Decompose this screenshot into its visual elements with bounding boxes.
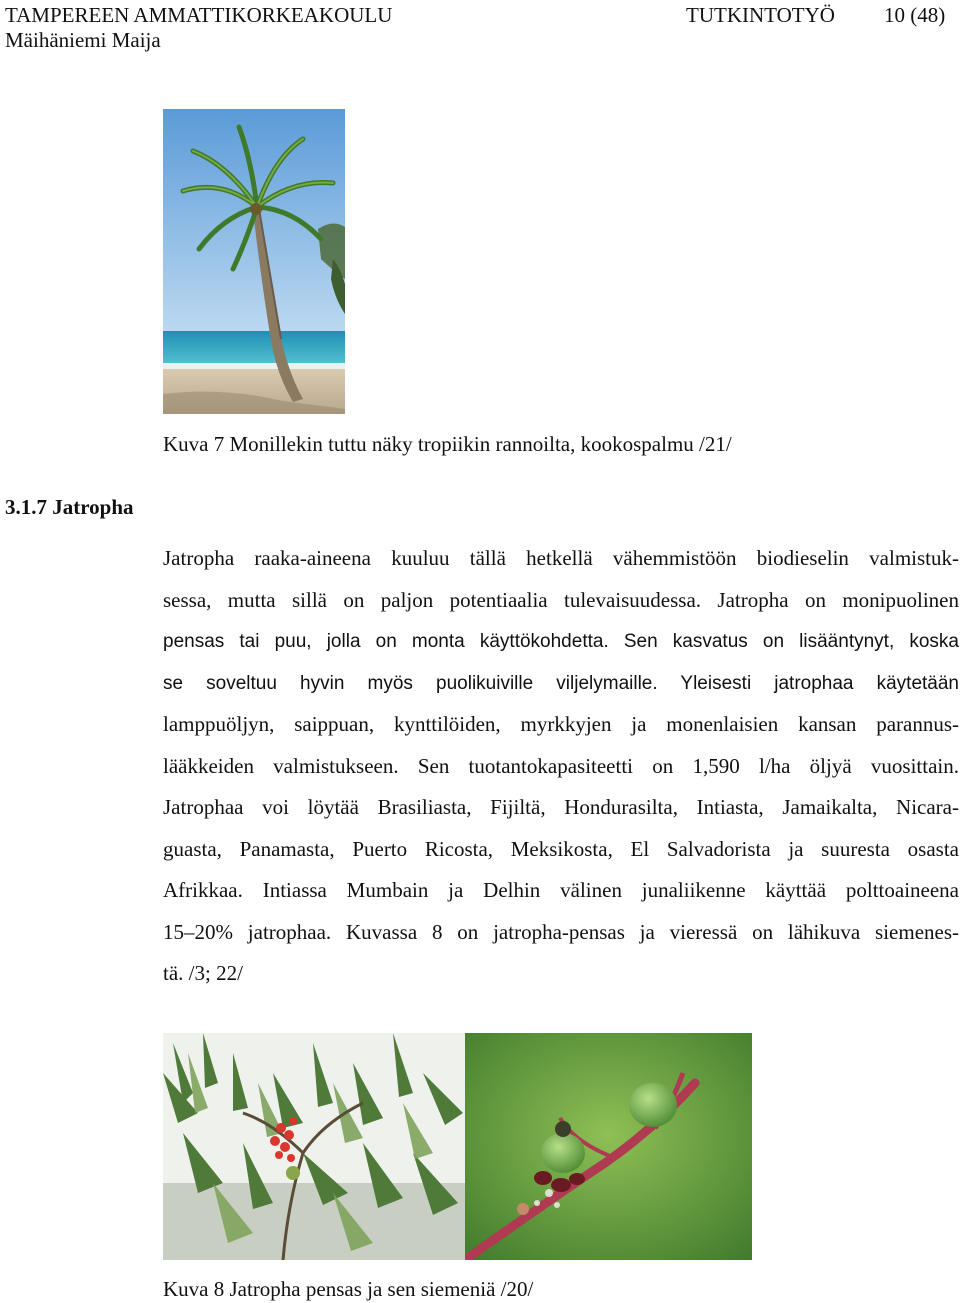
header-school: TAMPEREEN AMMATTIKORKEAKOULU bbox=[5, 3, 393, 27]
body-line: se soveltuu hyvin myös puolikuiville viljelymaille. Yleisesti jatrophaa käytetään bbox=[163, 672, 959, 694]
figure-8-caption: Kuva 8 Jatropha pensas ja sen siemeniä /20/ bbox=[163, 1277, 534, 1301]
body-line: pensas tai puu, jolla on monta käyttökohdetta. Sen kasvatus on lisääntynyt, koska bbox=[163, 631, 959, 652]
body-line: Afrikkaa. Intiassa Mumbain ja Delhin välinen junaliikenne käyttää polttoaineena bbox=[163, 878, 959, 902]
body-line: Jatrophaa voi löytää Brasiliasta, Fijiltä, Hondurasilta, Intiasta, Jamaikalta, Nicara- bbox=[163, 795, 959, 819]
body-line: 15–20% jatrophaa. Kuvassa 8 on jatropha-pensas ja vieressä on lähikuva siemenes- bbox=[163, 919, 959, 944]
section-heading: 3.1.7 Jatropha bbox=[5, 495, 134, 519]
body-line: lääkkeiden valmistukseen. Sen tuotantokapasiteetti on 1,590 l/ha öljyä vuosittain. bbox=[163, 753, 959, 778]
body-line: tä. /3; 22/ bbox=[163, 961, 243, 985]
body-line: lamppuöljyn, saippuan, kynttilöiden, myrkkyjen ja monenlaisien kansan parannus- bbox=[163, 712, 959, 736]
body-line: guasta, Panamasta, Puerto Ricosta, Meksikosta, El Salvadorista ja suuresta osasta bbox=[163, 836, 959, 861]
header-author: Mäihäniemi Maija bbox=[5, 28, 161, 52]
body-line: Jatropha raaka-aineena kuuluu tällä hetkellä vähemmistöön biodieselin valmistuk- bbox=[163, 546, 959, 570]
jatropha-shrub-photo bbox=[163, 1033, 465, 1260]
body-line: sessa, mutta sillä on paljon potentiaalia tulevaisuudessa. Jatropha on monipuolinen bbox=[163, 587, 959, 612]
jatropha-seeds-photo bbox=[465, 1033, 752, 1260]
header-thesis-type: TUTKINTOTYÖ bbox=[686, 3, 835, 27]
header-page-number: 10 (48) bbox=[884, 3, 946, 27]
figure-7-caption: Kuva 7 Monillekin tuttu näky tropiikin rannoilta, kookospalmu /21/ bbox=[163, 432, 732, 456]
coconut-palm-photo bbox=[163, 109, 345, 414]
section-body bbox=[163, 538, 959, 995]
